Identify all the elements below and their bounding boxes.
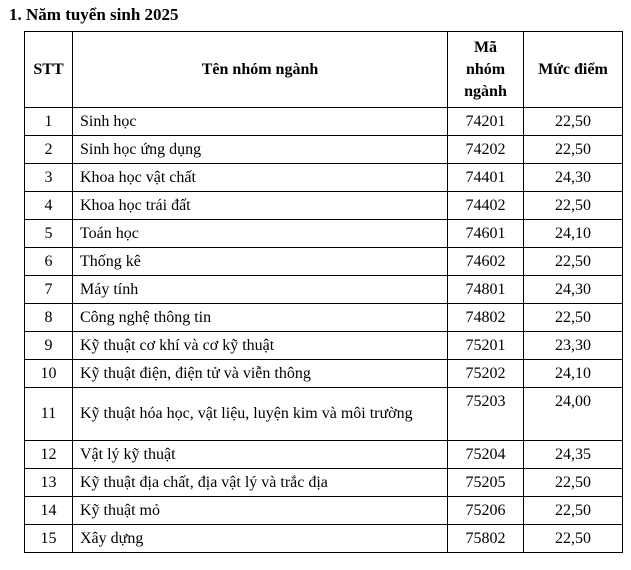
cell-stt: 1 <box>25 108 73 136</box>
cell-code: 74601 <box>448 220 524 248</box>
table-row <box>25 220 623 248</box>
cell-score: 22,50 <box>524 469 623 497</box>
cell-code: 74201 <box>448 108 524 136</box>
cell-stt: 8 <box>25 304 73 332</box>
column-header-score: Mức điểm <box>524 32 623 108</box>
cell-stt: 11 <box>25 388 73 441</box>
table-row <box>25 108 623 136</box>
cell-code: 74802 <box>448 304 524 332</box>
cell-stt: 4 <box>25 192 73 220</box>
cell-stt: 2 <box>25 136 73 164</box>
cell-code: 74801 <box>448 276 524 304</box>
cell-code: 75202 <box>448 360 524 388</box>
column-header-code: Mã nhóm ngành <box>448 32 524 108</box>
cell-code: 75205 <box>448 469 524 497</box>
cell-code: 74602 <box>448 248 524 276</box>
cell-name: Sinh học <box>73 108 448 136</box>
cell-code: 75201 <box>448 332 524 360</box>
cell-name: Kỹ thuật điện, điện tử và viễn thông <box>73 360 448 388</box>
cell-code: 75206 <box>448 497 524 525</box>
cell-name: Kỹ thuật hóa học, vật liệu, luyện kim và môi trường <box>73 388 448 441</box>
cell-score: 24,35 <box>524 441 623 469</box>
table-row <box>25 360 623 388</box>
cell-stt: 9 <box>25 332 73 360</box>
cell-score: 23,30 <box>524 332 623 360</box>
cell-score: 22,50 <box>524 192 623 220</box>
cell-stt: 10 <box>25 360 73 388</box>
cell-score: 22,50 <box>524 108 623 136</box>
cell-code: 74202 <box>448 136 524 164</box>
cell-stt: 15 <box>25 525 73 553</box>
cell-name: Kỹ thuật địa chất, địa vật lý và trắc địa <box>73 469 448 497</box>
table-body <box>25 108 623 553</box>
cell-name: Sinh học ứng dụng <box>73 136 448 164</box>
table-row <box>25 304 623 332</box>
cell-score: 24,30 <box>524 276 623 304</box>
table-row <box>25 192 623 220</box>
table-row <box>25 469 623 497</box>
cell-stt: 12 <box>25 441 73 469</box>
cell-stt: 6 <box>25 248 73 276</box>
table-row <box>25 441 623 469</box>
cell-stt: 3 <box>25 164 73 192</box>
cell-name: Khoa học trái đất <box>73 192 448 220</box>
table-header-row <box>25 32 623 108</box>
cell-code: 74401 <box>448 164 524 192</box>
table-row <box>25 164 623 192</box>
cell-score: 22,50 <box>524 136 623 164</box>
admission-score-table <box>24 31 623 553</box>
cell-name: Kỹ thuật mỏ <box>73 497 448 525</box>
column-header-name: Tên nhóm ngành <box>73 32 448 108</box>
cell-name: Toán học <box>73 220 448 248</box>
cell-score: 22,50 <box>524 248 623 276</box>
cell-score: 22,50 <box>524 525 623 553</box>
cell-name: Khoa học vật chất <box>73 164 448 192</box>
table-row <box>25 136 623 164</box>
cell-name: Thống kê <box>73 248 448 276</box>
cell-name: Máy tính <box>73 276 448 304</box>
column-header-stt: STT <box>25 32 73 108</box>
cell-code: 75204 <box>448 441 524 469</box>
table-row <box>25 497 623 525</box>
cell-name: Xây dựng <box>73 525 448 553</box>
cell-score: 24,10 <box>524 220 623 248</box>
cell-score: 22,50 <box>524 304 623 332</box>
cell-stt: 5 <box>25 220 73 248</box>
cell-stt: 14 <box>25 497 73 525</box>
cell-score: 24,30 <box>524 164 623 192</box>
table-row <box>25 388 623 441</box>
cell-code: 75203 <box>448 388 524 441</box>
cell-score: 24,10 <box>524 360 623 388</box>
table-row <box>25 248 623 276</box>
table-row <box>25 276 623 304</box>
cell-stt: 13 <box>25 469 73 497</box>
cell-name: Vật lý kỹ thuật <box>73 441 448 469</box>
cell-code: 75802 <box>448 525 524 553</box>
cell-code: 74402 <box>448 192 524 220</box>
cell-score: 22,50 <box>524 497 623 525</box>
table-row <box>25 525 623 553</box>
cell-score: 24,00 <box>524 388 623 441</box>
section-heading: 1. Năm tuyển sinh 2025 <box>9 5 179 24</box>
cell-name: Kỹ thuật cơ khí và cơ kỹ thuật <box>73 332 448 360</box>
cell-name: Công nghệ thông tin <box>73 304 448 332</box>
table-row <box>25 332 623 360</box>
cell-stt: 7 <box>25 276 73 304</box>
